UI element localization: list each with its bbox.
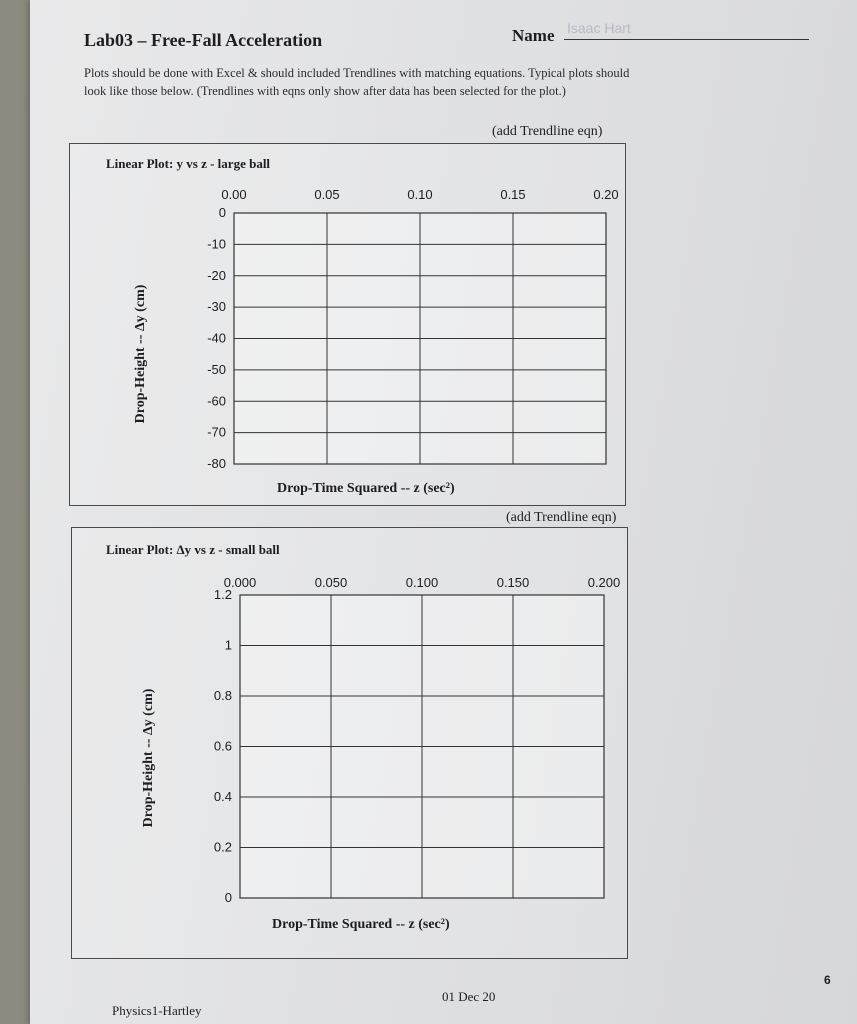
chart1-svg: [70, 144, 625, 505]
y-tick-label: -40: [207, 330, 226, 346]
name-field[interactable]: Isaac Hart: [567, 20, 631, 36]
worksheet-page: [30, 0, 857, 1024]
x-tick-label: 0.050: [314, 575, 348, 590]
y-axis-label: Drop-Height -- Δy (cm): [141, 688, 156, 828]
y-tick-label: -20: [207, 267, 226, 283]
instructions-line-2: look like those below. (Trendlines with eqns only show after data has been selected for the plot.): [84, 84, 566, 98]
y-tick-label: -30: [207, 299, 226, 315]
y-tick-label: 0.6: [213, 738, 232, 754]
x-tick-label: 0.05: [314, 187, 340, 202]
x-tick-label: 0.20: [593, 187, 619, 202]
chart2-frame: [71, 527, 628, 959]
y-tick-label: 0.2: [213, 839, 232, 855]
x-tick-label: 0.200: [587, 575, 621, 590]
y-tick-label: 0: [218, 205, 226, 220]
x-tick-label: 0.150: [496, 575, 530, 590]
x-tick-label: 0.10: [407, 187, 433, 202]
y-tick-label: 0.8: [213, 688, 232, 703]
y-tick-label: 0: [224, 890, 232, 905]
y-axis-label: Drop-Height -- Δy (cm): [133, 284, 148, 424]
chart2-trendline-note: (add Trendline eqn): [506, 510, 617, 525]
chart2-svg: [72, 528, 627, 958]
y-tick-label: 1.2: [213, 587, 232, 602]
x-axis-label: Drop-Time Squared -- z (sec²): [277, 481, 455, 496]
name-line: [564, 39, 809, 40]
x-tick-label: 0.000: [223, 575, 257, 590]
chart1-frame: [69, 143, 626, 506]
y-tick-label: -60: [207, 393, 226, 409]
name-label: Name: [512, 26, 555, 45]
x-tick-label: 0.15: [500, 187, 526, 202]
instructions-line-1: Plots should be done with Excel & should included Trendlines with matching equations. Typical plots should: [84, 66, 630, 80]
y-tick-label: 0.4: [213, 789, 232, 804]
page-number: 6: [824, 973, 831, 987]
chart2-title: Linear Plot: Δy vs z - small ball: [106, 542, 280, 557]
y-tick-label: -70: [207, 424, 226, 440]
footer-date: 01 Dec 20: [442, 989, 496, 1004]
y-tick-label: -80: [207, 456, 226, 471]
x-tick-label: 0.100: [405, 575, 439, 590]
x-axis-label: Drop-Time Squared -- z (sec²): [272, 917, 450, 932]
y-tick-label: -10: [207, 236, 226, 252]
y-tick-label: -50: [207, 361, 226, 377]
page-title: Lab03 – Free-Fall Acceleration: [84, 30, 323, 50]
chart1-trendline-note: (add Trendline eqn): [492, 124, 603, 139]
x-tick-label: 0.00: [221, 187, 247, 202]
chart1-title: Linear Plot: y vs z - large ball: [106, 156, 271, 171]
footer-course: Physics1-Hartley: [112, 1003, 202, 1018]
y-tick-label: 1: [224, 637, 232, 653]
